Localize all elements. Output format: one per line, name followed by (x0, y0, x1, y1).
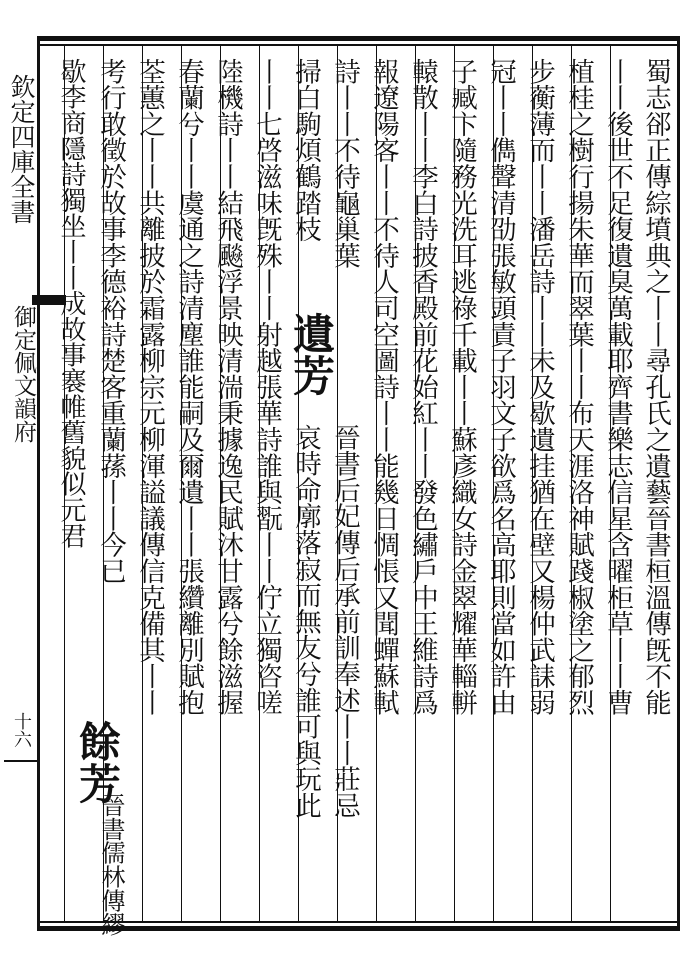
text-column-16: 歇李商隱詩獨坐丨丨成故事褰帷舊貌似元君 (56, 58, 86, 549)
margin-bottom-rule (4, 760, 38, 762)
text-column-2: 丨丨後世不足復遺臭萬載耶齊書樂志信星含曜柜草丨丨曹 (602, 58, 633, 716)
text-column-9-rest: 晉書后妃傳后承前訓奉述丨丨莊忌 (329, 424, 360, 819)
entry-heading-yifang: 遺芳 (287, 312, 336, 396)
section-title: 御定佩文韻府 (10, 305, 36, 443)
bottom-inner-rule (38, 921, 680, 923)
text-column-15: 考行敢徵於故事李德裕詩楚客重蘭蓀丨丨今已 (95, 58, 126, 585)
text-column-3: 植桂之樹行揚朱華而翠葉丨丨布天涯洛神賦踐椒塗之郁烈 (563, 58, 594, 716)
text-column-10-rest: 哀時命廓落寂而無友兮誰可與玩此 (290, 424, 321, 819)
page-number: 十六 (11, 712, 32, 748)
text-column-10: 掃白駒煩鶴踏枝 (290, 58, 321, 243)
text-column-5: 冠丨丨儁聲清劭張敏頭責子羽文子欲爲名高耶則當如許由 (485, 58, 516, 716)
top-inner-rule (38, 44, 680, 46)
left-border-rule (37, 36, 40, 931)
text-column-16-rest: 晉書儒林傳繆 (97, 793, 125, 936)
bottom-rule (38, 926, 680, 931)
book-title: 欽定四庫全書 (7, 74, 36, 224)
entry-heading-yufang: 餘芳 (73, 720, 122, 804)
text-column-11: 丨丨七啓滋味旣殊丨丨射越張華詩誰與翫丨丨佇立獨咨嗟 (251, 58, 282, 716)
text-column-14: 荃蕙之丨丨共離披於霜露柳宗元柳渾謚議傳信克備其丨丨 (134, 58, 165, 716)
text-column-12: 陸機詩丨丨結飛飈浮景映清湍秉據逸民賦沐甘露兮餘滋握 (212, 58, 243, 716)
text-column-6: 子臧卞隨務光洗耳逃祿千載丨丨蘇彥織女詩金翠耀華輜軿 (446, 58, 477, 716)
right-border-rule (677, 36, 680, 931)
text-column-9: 詩丨丨不待龜巢葉 (329, 58, 360, 269)
text-column-4: 步蘅薄而丨丨潘岳詩丨丨未及歇遺挂猶在壁又楊仲武誄弱 (524, 58, 555, 716)
text-column-8: 報遼陽客丨丨不待人司空圖詩丨丨能幾日惆悵又聞蟬蘇軾 (368, 58, 399, 716)
text-column-13: 春蘭兮丨丨虞通之詩清塵誰能嗣及爾遺丨丨張纘離別賦抱 (173, 58, 204, 716)
text-column-7: 轅散丨丨李白詩披香殿前花始紅丨丨發色繡戶中王維詩爲 (407, 58, 438, 716)
text-column-1: 蜀志郤正傳綜墳典之丨丨尋孔氏之遺藝晉書桓溫傳旣不能 (640, 58, 671, 716)
top-rule (38, 36, 680, 41)
